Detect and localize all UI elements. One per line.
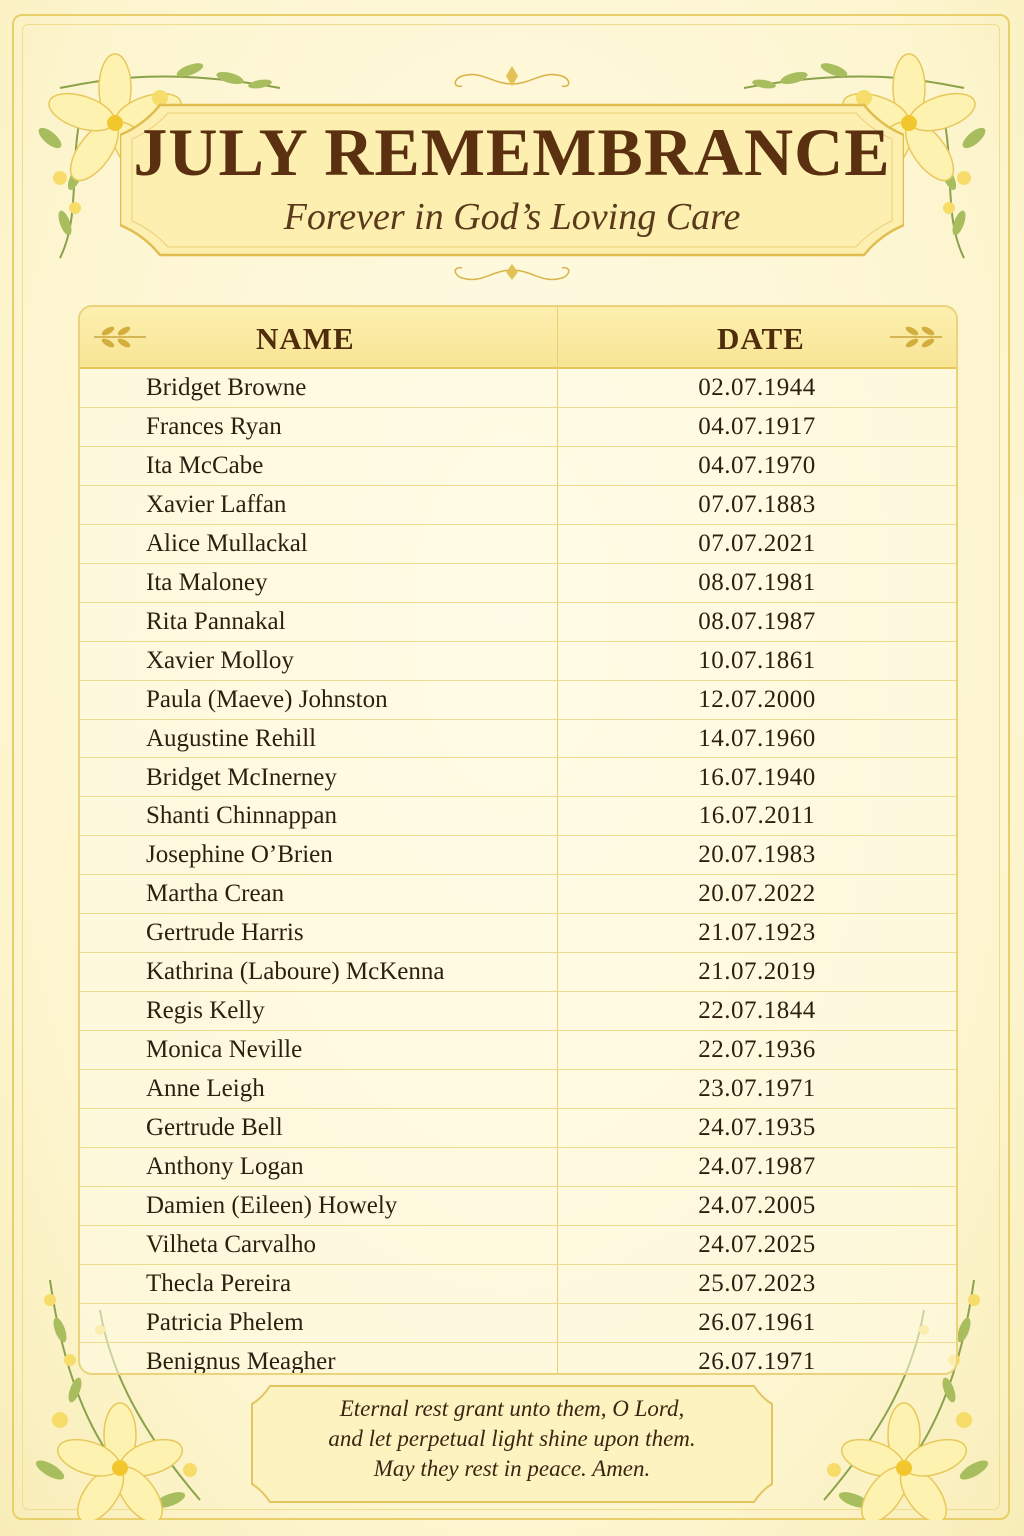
name-cell: Kathrina (Laboure) McKenna	[146, 958, 445, 986]
date-cell: 22.07.1936	[698, 1036, 816, 1064]
table-row	[80, 1109, 956, 1148]
name-cell: Bridget McInerney	[146, 763, 337, 791]
date-cell: 04.07.1917	[698, 412, 816, 440]
date-cell: 22.07.1844	[698, 997, 816, 1025]
date-cell: 12.07.2000	[698, 685, 816, 713]
name-cell: Gertrude Bell	[146, 1114, 283, 1142]
name-cell: Gertrude Harris	[146, 919, 304, 947]
table-header	[80, 307, 956, 369]
name-cell: Thecla Pereira	[146, 1269, 292, 1297]
name-cell: Shanti Chinnappan	[146, 802, 337, 830]
date-cell: 26.07.1961	[698, 1308, 816, 1336]
date-cell: 04.07.1970	[698, 451, 816, 479]
table-row	[80, 369, 956, 408]
name-cell: Paula (Maeve) Johnston	[146, 685, 388, 713]
table-row	[80, 953, 956, 992]
table-row	[80, 759, 956, 798]
name-cell: Monica Neville	[146, 1036, 303, 1064]
name-cell: Xavier Molloy	[146, 646, 294, 674]
date-cell: 08.07.1987	[698, 607, 816, 635]
name-cell: Ita Maloney	[146, 568, 268, 596]
prayer-line-2: and let perpetual light shine upon them.	[328, 1426, 696, 1451]
date-cell: 23.07.1971	[698, 1075, 816, 1103]
date-cell: 24.07.1935	[698, 1114, 816, 1142]
name-cell: Patricia Phelem	[146, 1308, 304, 1336]
table-row	[80, 1187, 956, 1226]
date-cell: 10.07.1861	[698, 646, 816, 674]
name-cell: Anthony Logan	[146, 1153, 304, 1180]
table-row	[80, 914, 956, 953]
date-cell: 24.07.2005	[698, 1191, 816, 1219]
prayer-line-1: Eternal rest grant unto them, O Lord,	[339, 1396, 685, 1421]
name-cell: Vilheta Carvalho	[146, 1230, 316, 1258]
name-cell: Frances Ryan	[146, 412, 282, 440]
name-cell: Martha Crean	[146, 880, 285, 908]
table-row	[80, 408, 956, 447]
table-row	[80, 720, 956, 759]
date-cell: 21.07.2019	[698, 958, 816, 986]
date-cell: 20.07.2022	[698, 880, 816, 908]
page-title: JULY REMEMBRANCE	[133, 114, 891, 190]
date-cell: 14.07.1960	[698, 724, 816, 752]
table-row	[80, 642, 956, 681]
table-row	[80, 1265, 956, 1304]
prayer-box	[250, 1384, 774, 1504]
table-row	[80, 681, 956, 720]
table-row	[80, 1031, 956, 1070]
table-row	[80, 836, 956, 875]
name-cell: Xavier Laffan	[146, 490, 287, 518]
date-cell: 24.07.2025	[698, 1230, 816, 1258]
name-cell: Ita McCabe	[146, 451, 264, 479]
name-cell: Augustine Rehill	[146, 724, 317, 752]
date-cell: 02.07.1944	[698, 374, 816, 401]
title-plaque	[120, 95, 904, 265]
table-row	[80, 486, 956, 525]
scroll-ornament-icon	[432, 262, 592, 292]
date-cell: 16.07.2011	[698, 802, 816, 830]
table-row	[80, 447, 956, 486]
date-cell: 24.07.1987	[698, 1153, 816, 1180]
name-cell: Anne Leigh	[146, 1075, 265, 1103]
name-cell: Damien (Eileen) Howely	[146, 1191, 398, 1219]
column-header-date: DATE	[717, 321, 805, 356]
page-subtitle: Forever in God’s Loving Care	[283, 196, 741, 238]
date-cell: 16.07.1940	[698, 763, 816, 791]
date-cell: 20.07.1983	[698, 841, 816, 869]
name-cell: Josephine O’Brien	[146, 841, 333, 869]
table-row	[80, 1226, 956, 1265]
leaf-sprig-icon	[886, 321, 946, 353]
date-cell: 21.07.1923	[698, 919, 816, 947]
date-cell: 07.07.1883	[698, 490, 816, 518]
table-row	[80, 525, 956, 564]
name-cell: Regis Kelly	[146, 997, 265, 1025]
prayer-line-3: May they rest in peace. Amen.	[373, 1456, 651, 1481]
name-cell: Alice Mullackal	[146, 529, 308, 557]
table-row	[80, 1343, 956, 1375]
name-cell: Benignus Meagher	[146, 1347, 336, 1375]
date-cell: 08.07.1981	[698, 568, 816, 596]
table-row	[80, 797, 956, 836]
table-row	[80, 1148, 956, 1187]
table-row	[80, 564, 956, 603]
leaf-sprig-icon	[90, 321, 150, 353]
scroll-ornament-icon	[432, 62, 592, 92]
column-header-name: NAME	[256, 321, 355, 356]
remembrance-table	[78, 305, 958, 1375]
table-row	[80, 603, 956, 642]
name-cell: Bridget Browne	[146, 374, 307, 401]
table-row	[80, 875, 956, 914]
table-row	[80, 992, 956, 1031]
table-row	[80, 1304, 956, 1343]
name-cell: Rita Pannakal	[146, 607, 286, 635]
date-cell: 25.07.2023	[698, 1269, 816, 1297]
date-cell: 26.07.1971	[698, 1347, 816, 1375]
table-row	[80, 1070, 956, 1109]
date-cell: 07.07.2021	[698, 529, 816, 557]
